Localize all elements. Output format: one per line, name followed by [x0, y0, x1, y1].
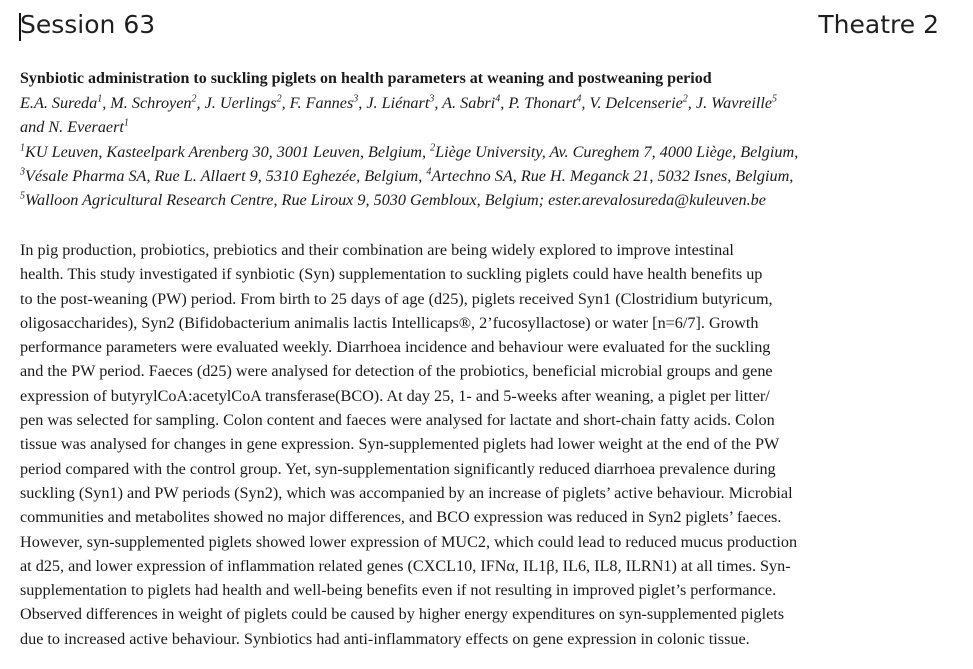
abstract-line: at d25, and lower expression of inflammation related genes (CXCL10, IFNα, IL1β, IL6, IL8, ILRN1) at all times. Syn-: [20, 556, 791, 575]
abstract-line: to the post-weaning (PW) period. From birth to 25 days of age (d25), piglets received Syn1 (Clostridium butyricum,: [20, 289, 773, 308]
abstract-line: performance parameters were evaluated weekly. Diarrhoea incidence and behaviour were evaluated for the suckling: [20, 338, 771, 357]
abstract-line: communities and metabolites showed no major differences, and BCO expression was reduced in Syn2 piglets’ faeces.: [20, 508, 782, 527]
abstract-line: Observed differences in weight of piglets could be caused by higher energy expenditures on syn-supplemented piglets: [20, 605, 785, 624]
theatre-label: Theatre 2: [818, 10, 939, 39]
affiliation-line: $^5$Walloon Agricultural Research Centre, Rue Liroux 9, 5030 Gembloux, Belgium; ester.arevalosureda@kuleuven.be: [20, 190, 766, 209]
abstract-line: In pig production, probiotics, prebiotics and their combination are being widely explored to improve intestinal: [20, 241, 734, 259]
affiliation-line: $^3$Vésale Pharma SA, Rue L. Allaert 9, 5310 Eghezée, Belgium, $^4$Artechno SA, Rue H. Meganck 21, 5032 Isnes, Belgium,: [20, 166, 794, 185]
abstract-line: supplementation to piglets had health and well-being benefits even if not resulting in improved piglet’s performance.: [20, 581, 777, 600]
abstract-line: However, syn-supplemented piglets showed lower expression of MUC2, which could lead to reduced mucus production: [20, 532, 798, 551]
abstract-line: and the PW period. Faeces (d25) were analysed for detection of the probiotics, beneficial microbial groups and gene: [20, 362, 773, 381]
abstract-line: oligosaccharides), Syn2 (Bifidobacterium animalis lactis Intellicaps®, 2’fucosyllactose) or water [n=6/7]. Growth: [20, 313, 759, 332]
author-line: and N. Everaert$^1$: [20, 117, 129, 136]
abstract-line: health. This study investigated if synbiotic (Syn) supplementation to suckling piglets could have health benefits up: [20, 265, 763, 284]
session-header: [20, 10, 939, 44]
abstract-line: period compared with the control group. Yet, syn-supplementation significantly reduced diarrhoea prevalence during: [20, 459, 776, 478]
abstract-title: Synbiotic administration to suckling piglets on health parameters at weaning and postweaning period: [20, 70, 712, 87]
abstract-line: tissue was analysed for changes in gene expression. Syn-supplemented piglets had lower weight at the end of the PW: [20, 435, 780, 454]
author-line: E.A. Sureda$^1$, M. Schroyen$^2$, J. Uerlings$^2$, F. Fannes$^3$, J. Liénart$^3$, A. Sabri$^4$, P. Thonart$^4$, V. Delcenserie$^2$, J. Wavreille$^5$: [20, 93, 778, 112]
affiliation-list: [20, 140, 953, 212]
abstract-line: due to increased active behaviour. Synbiotics had anti-inflammatory effects on gene expression in colonic tissue.: [20, 629, 750, 648]
abstract-body: [20, 238, 939, 651]
abstract-line: expression of butyrylCoA:acetylCoA transferase(BCO). At day 25, 1- and 5-weeks after weaning, a piglet per litter/: [20, 386, 770, 405]
abstract-line: suckling (Syn1) and PW periods (Syn2), which was accompanied by an increase of piglets’ active behaviour. Microbial: [20, 483, 793, 502]
affiliation-line: $^1$KU Leuven, Kasteelpark Arenberg 30, 3001 Leuven, Belgium, $^2$Liège University, Av. Cureghem 7, 4000 Liège, Belgium,: [20, 142, 799, 161]
session-label: Session 63: [20, 10, 156, 39]
author-list: [20, 91, 953, 139]
abstract-line: pen was selected for sampling. Colon content and faeces were analysed for lactate and short-chain fatty acids. Colon: [20, 411, 775, 430]
